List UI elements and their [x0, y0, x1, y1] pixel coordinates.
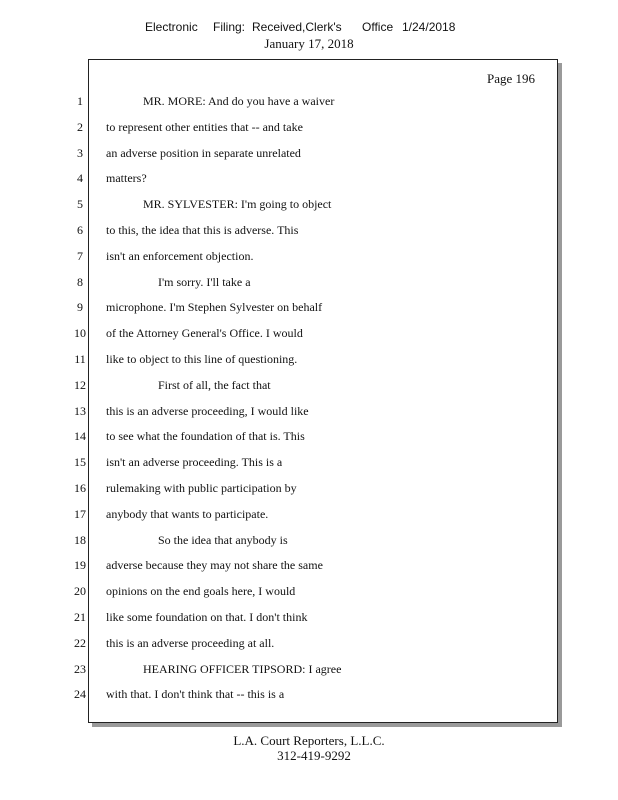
- page-number: Page 196: [486, 71, 535, 86]
- transcript-line-text: MR. SYLVESTER: I'm going to object: [143, 197, 332, 211]
- transcript-line-text: to see what the foundation of that is. This: [106, 429, 305, 443]
- line-number: 6: [77, 223, 83, 237]
- filing-stamp-office: Office: [362, 20, 394, 34]
- transcript-line-text: I'm sorry. I'll take a: [158, 275, 251, 289]
- transcript-line-text: So the idea that anybody is: [158, 533, 288, 547]
- filing-stamp-filing: Filing:: [213, 20, 246, 34]
- transcript-line-text: anybody that wants to participate.: [106, 507, 269, 521]
- line-number: 1: [77, 94, 83, 108]
- transcript-line-text: of the Attorney General's Office. I would: [106, 326, 303, 340]
- line-number: 8: [77, 275, 83, 289]
- line-number: 20: [74, 584, 86, 598]
- hearing-date: January 17, 2018: [264, 36, 354, 51]
- transcript-line-text: an adverse position in separate unrelated: [106, 146, 301, 160]
- filing-stamp-electronic: Electronic: [145, 20, 198, 34]
- transcript-line-text: First of all, the fact that: [158, 378, 271, 392]
- line-number: 5: [77, 197, 83, 211]
- line-number: 12: [74, 378, 86, 392]
- line-number: 17: [74, 507, 86, 521]
- transcript-line-text: like some foundation on that. I don't think: [106, 610, 308, 624]
- transcript-line-text: adverse because they may not share the same: [106, 558, 323, 572]
- transcript-line-text: isn't an enforcement objection.: [106, 249, 254, 263]
- line-number: 2: [77, 120, 83, 134]
- line-number: 21: [74, 610, 86, 624]
- transcript-line-text: rulemaking with public participation by: [106, 481, 297, 495]
- line-number: 9: [77, 300, 83, 314]
- filing-stamp-date: 1/24/2018: [402, 20, 456, 34]
- transcript-line-text: to this, the idea that this is adverse. This: [106, 223, 299, 237]
- line-number: 10: [74, 326, 86, 340]
- line-number: 15: [74, 455, 86, 469]
- line-number: 7: [77, 249, 83, 263]
- line-number: 18: [74, 533, 86, 547]
- transcript-line-text: HEARING OFFICER TIPSORD: I agree: [143, 662, 342, 676]
- line-number: 4: [77, 171, 83, 185]
- transcript-line-text: MR. MORE: And do you have a waiver: [143, 94, 335, 108]
- line-number: 24: [74, 687, 86, 701]
- line-number: 16: [74, 481, 86, 495]
- transcript-line-text: matters?: [106, 171, 147, 185]
- line-number: 23: [74, 662, 86, 676]
- transcript-line-text: opinions on the end goals here, I would: [106, 584, 296, 598]
- transcript-line-text: like to object to this line of questioning.: [106, 352, 298, 366]
- transcript-line-text: microphone. I'm Stephen Sylvester on behalf: [106, 300, 323, 314]
- transcript-line-text: to represent other entities that -- and take: [106, 120, 303, 134]
- filing-stamp-received: Received,Clerk's: [252, 20, 342, 34]
- line-number: 13: [74, 404, 86, 418]
- footer-phone: 312-419-9292: [277, 748, 351, 763]
- transcript-line-text: this is an adverse proceeding at all.: [106, 636, 275, 650]
- transcript-line-text: this is an adverse proceeding, I would like: [106, 404, 309, 418]
- transcript-line-text: isn't an adverse proceeding. This is a: [106, 455, 283, 469]
- line-number: 11: [74, 352, 86, 366]
- line-number: 14: [74, 429, 86, 443]
- transcript-line-text: with that. I don't think that -- this is a: [106, 687, 285, 701]
- line-number: 22: [74, 636, 86, 650]
- line-number: 19: [74, 558, 86, 572]
- line-number: 3: [77, 146, 83, 160]
- footer-company: L.A. Court Reporters, L.L.C.: [233, 733, 385, 748]
